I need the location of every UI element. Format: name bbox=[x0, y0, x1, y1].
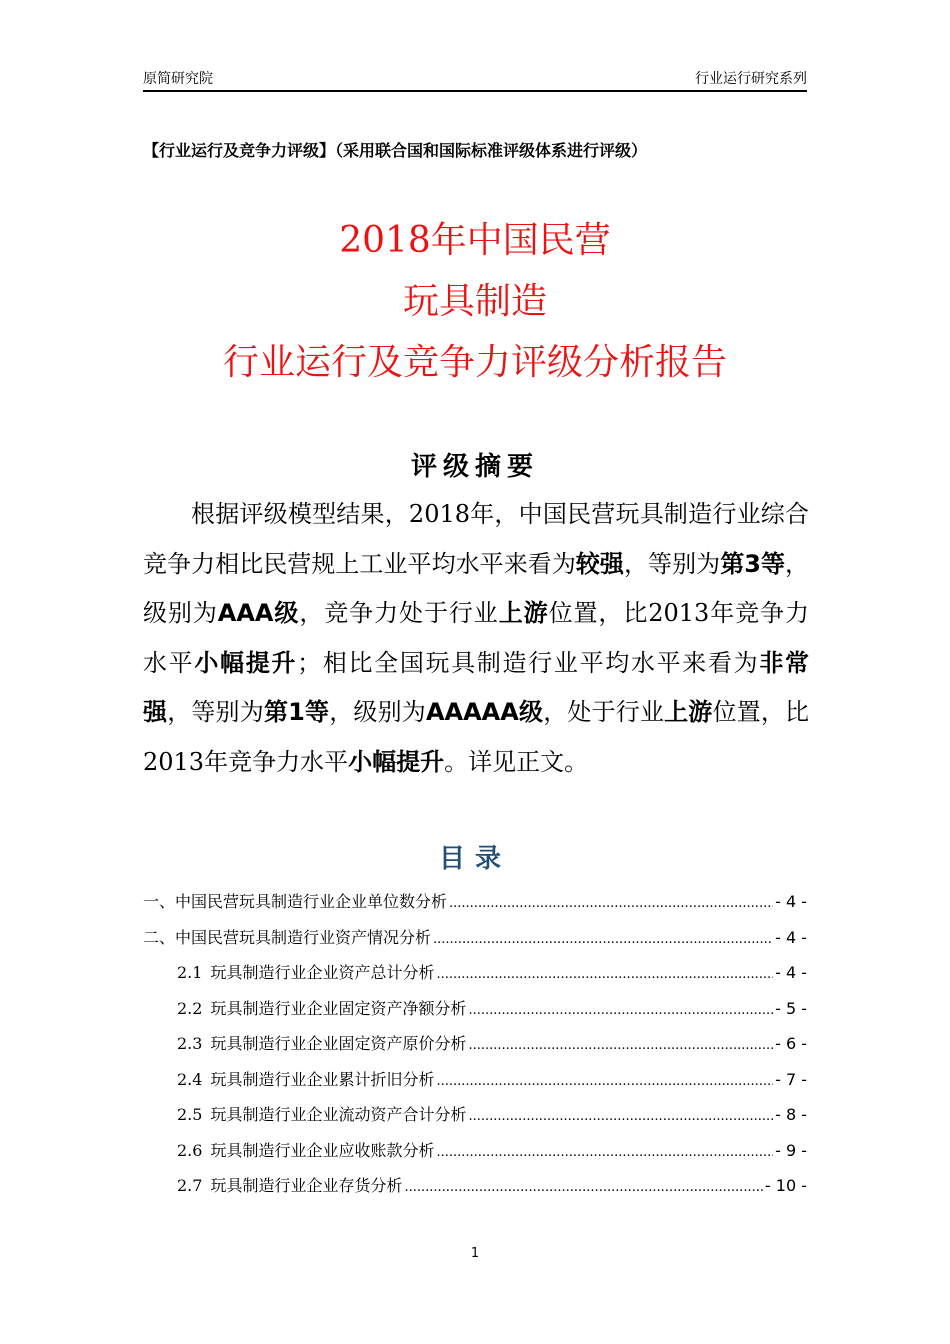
toc-entry-page: - 5 - bbox=[775, 998, 807, 1018]
toc-entry-number: 2.1 bbox=[177, 963, 203, 982]
table-of-contents bbox=[143, 884, 807, 1204]
toc-entry-page: - 8 - bbox=[775, 1105, 807, 1124]
toc-entry-page: - 4 - bbox=[775, 927, 807, 947]
summary-text: ，级别为 bbox=[329, 698, 426, 726]
toc-entry-label: 玩具制造行业企业累计折旧分析 bbox=[210, 1069, 435, 1089]
toc-dot-leader bbox=[436, 1135, 773, 1171]
toc-entry-number: 2.2 bbox=[177, 998, 203, 1018]
toc-heading: 目录 bbox=[438, 844, 511, 874]
toc-entry[interactable] bbox=[143, 920, 807, 956]
summary-emphasis: AAA级 bbox=[217, 599, 300, 627]
toc-entry-label: 玩具制造行业企业存货分析 bbox=[210, 1176, 403, 1195]
summary-emphasis: AAAAA级 bbox=[425, 698, 544, 726]
summary-emphasis: 小幅提升 bbox=[348, 747, 445, 776]
toc-entry-label: 玩具制造行业企业资产总计分析 bbox=[210, 963, 435, 982]
toc-dot-leader bbox=[433, 922, 773, 958]
toc-entry[interactable] bbox=[143, 1168, 807, 1204]
toc-entry[interactable] bbox=[143, 991, 807, 1027]
summary-emphasis: 非常强 bbox=[143, 648, 810, 726]
summary-emphasis: 上游 bbox=[664, 698, 713, 726]
toc-entry-number: 2.7 bbox=[177, 1176, 203, 1195]
toc-entry-number: 2.4 bbox=[177, 1069, 203, 1089]
page-number: 1 bbox=[470, 1246, 480, 1261]
summary-text: ，等别为 bbox=[623, 549, 721, 578]
toc-entry-number: 2.5 bbox=[177, 1105, 203, 1124]
toc-entry-page: - 10 - bbox=[764, 1176, 807, 1195]
summary-text: ，等别为 bbox=[167, 698, 264, 726]
header-org-name: 原简研究院 bbox=[143, 71, 213, 87]
report-title-line-1: 2018年中国民营 bbox=[339, 220, 611, 261]
summary-emphasis: 上游 bbox=[498, 599, 549, 627]
toc-entry-page: - 4 - bbox=[775, 892, 807, 911]
toc-dot-leader bbox=[436, 1064, 773, 1100]
report-title-line-3: 行业运行及竞争力评级分析报告 bbox=[222, 342, 727, 383]
report-subtitle: 【行业运行及竞争力评级】（采用联合国和国际标准评级体系进行评级） bbox=[143, 141, 648, 160]
toc-entry-label: 一、中国民营玩具制造行业企业单位数分析 bbox=[143, 892, 448, 911]
summary-text: ，竞争力处于行业 bbox=[299, 599, 499, 627]
toc-entry[interactable] bbox=[143, 1062, 807, 1098]
toc-dot-leader bbox=[404, 1170, 762, 1206]
summary-emphasis: 第1等 bbox=[263, 698, 330, 726]
toc-entry-page: - 4 - bbox=[775, 963, 807, 982]
toc-entry[interactable] bbox=[143, 1097, 807, 1133]
toc-entry-page: - 7 - bbox=[775, 1069, 807, 1089]
toc-entry-label: 玩具制造行业企业应收账款分析 bbox=[210, 1140, 435, 1160]
summary-emphasis: 第3等 bbox=[720, 549, 786, 578]
toc-entry-label: 玩具制造行业企业流动资产合计分析 bbox=[210, 1105, 467, 1124]
toc-entry-page: - 6 - bbox=[775, 1034, 807, 1053]
page-header bbox=[143, 66, 807, 92]
summary-text: 位置，比2013年竞争力水平 bbox=[143, 698, 810, 776]
toc-entry[interactable] bbox=[143, 1026, 807, 1062]
summary-text: 位置，比2013年竞争力水平 bbox=[143, 599, 810, 677]
toc-entry[interactable] bbox=[143, 884, 807, 920]
toc-entry-number: 2.6 bbox=[177, 1140, 203, 1160]
summary-paragraph bbox=[143, 490, 809, 787]
summary-body bbox=[143, 490, 809, 787]
toc-entry[interactable] bbox=[143, 1133, 807, 1169]
toc-entry-label: 玩具制造行业企业固定资产原价分析 bbox=[210, 1034, 467, 1053]
toc-dot-leader bbox=[468, 993, 773, 1029]
toc-dot-leader bbox=[468, 1099, 773, 1135]
summary-heading: 评级摘要 bbox=[410, 452, 539, 482]
header-series-name: 行业运行研究系列 bbox=[695, 71, 807, 87]
summary-text: 。详见正文。 bbox=[444, 747, 589, 776]
toc-entry-label: 玩具制造行业企业固定资产净额分析 bbox=[210, 998, 467, 1018]
toc-dot-leader bbox=[468, 1028, 773, 1064]
summary-text: 根据评级模型结果，2018年，中国民营玩具制造行业综合竞争力相比民营规上工业平均水平来看为 bbox=[143, 500, 809, 578]
toc-entry-number: 2.3 bbox=[177, 1034, 203, 1053]
summary-text: ；相比全国玩具制造行业平均水平来看为 bbox=[297, 648, 760, 677]
summary-emphasis: 小幅提升 bbox=[194, 648, 298, 677]
summary-text: ，处于行业 bbox=[543, 698, 665, 726]
toc-entry[interactable] bbox=[143, 955, 807, 991]
summary-text: ，级别为 bbox=[143, 549, 810, 627]
toc-entry-label: 二、中国民营玩具制造行业资产情况分析 bbox=[143, 927, 432, 947]
report-title-line-2: 玩具制造 bbox=[402, 281, 547, 322]
summary-emphasis: 较强 bbox=[575, 549, 624, 578]
toc-entry-page: - 9 - bbox=[775, 1140, 807, 1160]
toc-dot-leader bbox=[449, 886, 773, 922]
toc-dot-leader bbox=[436, 957, 773, 993]
